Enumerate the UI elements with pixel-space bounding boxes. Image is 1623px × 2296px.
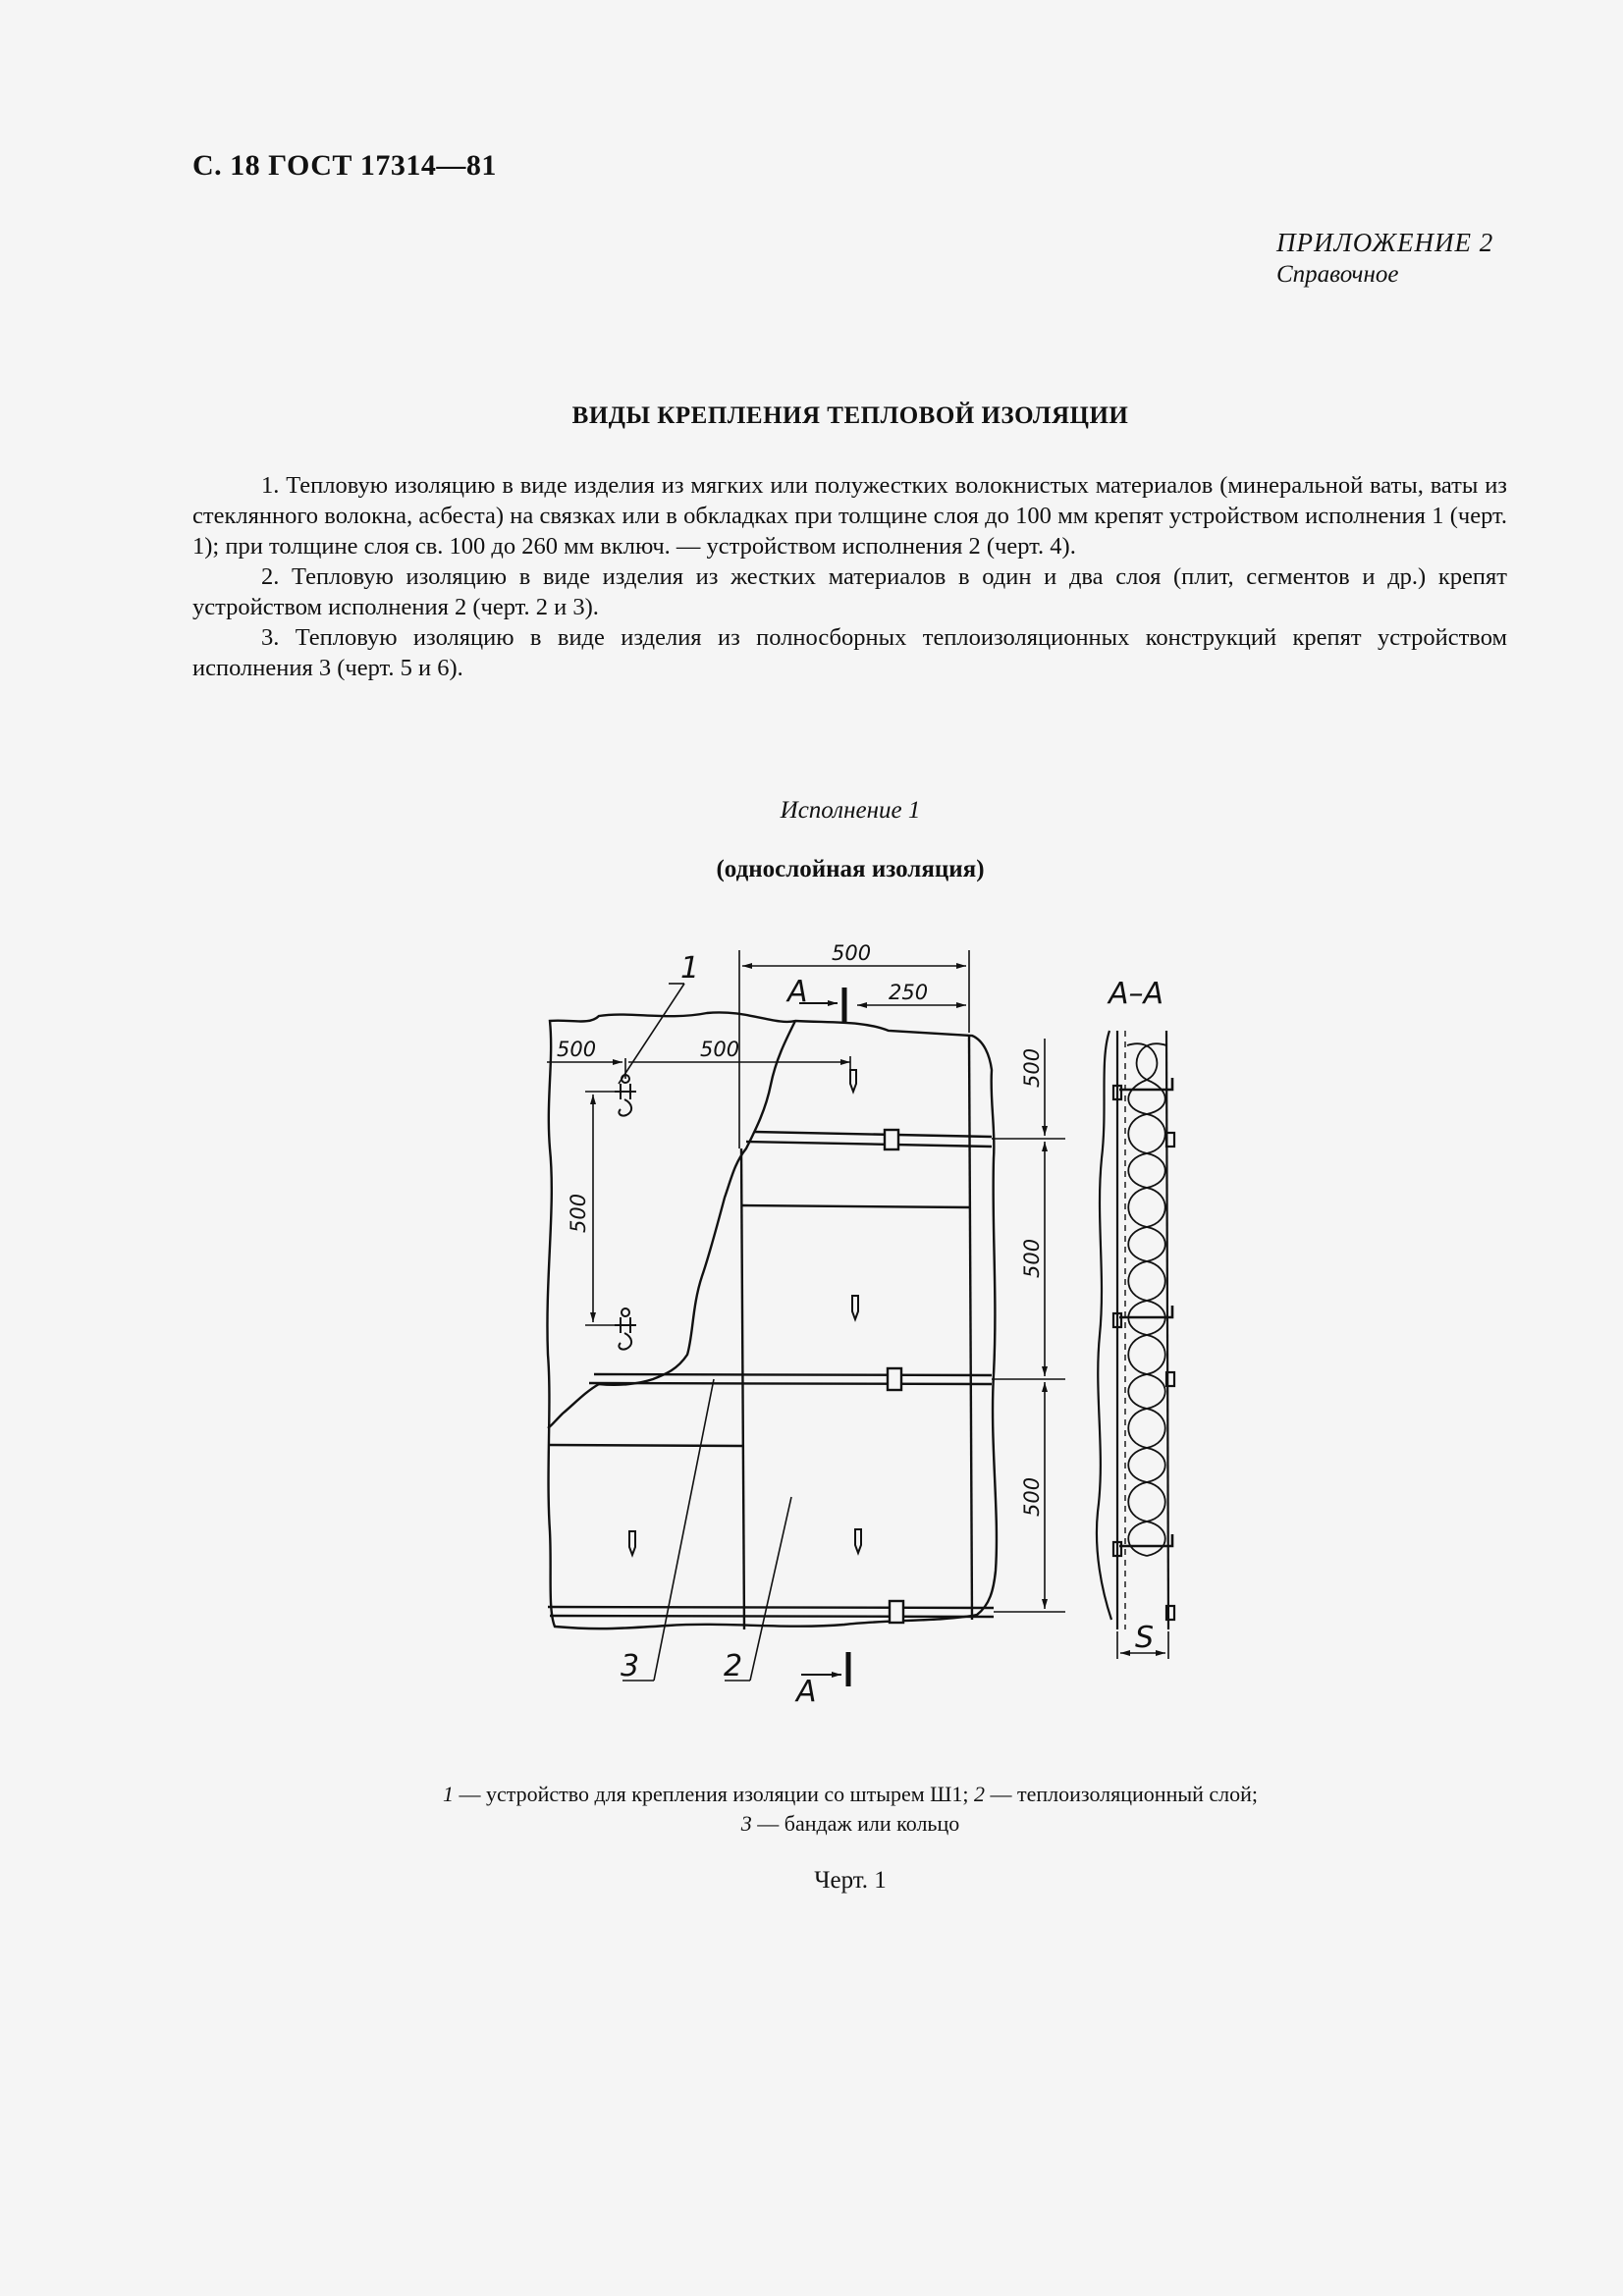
caption-line-1: [192, 1780, 1508, 1809]
outer-irregular-edge: [547, 1012, 996, 1629]
figure-number: Черт. 1: [814, 1867, 887, 1894]
bandage-rings: [885, 1130, 903, 1623]
caption-num-2: 2: [973, 1782, 985, 1806]
label-section-view: А–А: [1109, 977, 1164, 1011]
variant-title: Исполнение 1: [780, 797, 921, 824]
paragraph-1: 1. Тепловую изоляцию в виде изделия из мягких или полужестких волокнистых материалов (минеральной ваты, ваты из стеклянного волокна, асбеста) на связках или в обкладках при толщине слоя до 100 мм крепят устройством исполнения 1 (черт. 1); при толщине слоя св. 100 до 260 мм включ. — устройством исполнения 2 (черт. 4).: [192, 472, 1507, 560]
dim-top-500: 500: [832, 941, 872, 965]
caption-line-2: [192, 1809, 1508, 1839]
caption-text-1: — устройство для крепления изоляции со штырем Ш1;: [453, 1782, 974, 1806]
caption-text-2: — теплоизоляционный слой;: [984, 1782, 1259, 1806]
caption-num-3: 3: [740, 1811, 752, 1836]
caption-num-1: 1: [442, 1782, 454, 1806]
dim-top-250: 250: [889, 981, 929, 1004]
insulation-outline: [547, 1012, 996, 1629]
paragraph-3: 3. Тепловую изоляцию в виде изделия из полносборных теплоизоляционных конструкций крепят устройством исполнения 3 (черт. 5 и 6).: [192, 624, 1507, 681]
section-outer-edge: [1097, 1031, 1111, 1620]
dim-left-500-a: 500: [557, 1038, 597, 1061]
label-section-a-top: А: [787, 975, 808, 1009]
dim-left-500-b: 500: [700, 1038, 740, 1061]
caption-text-3: — бандаж или кольцо: [751, 1811, 960, 1836]
section-title: ВИДЫ КРЕПЛЕНИЯ ТЕПЛОВОЙ ИЗОЛЯЦИИ: [571, 402, 1129, 429]
insulation-grid: [548, 1036, 994, 1629]
label-item-2: 2: [724, 1649, 743, 1683]
fastening-devices: [615, 1075, 636, 1350]
label-item-1: 1: [680, 951, 700, 986]
paragraph-2: 2. Тепловую изоляцию в виде изделия из жестких материалов в один и два слоя (плит, сегментов и др.) крепят устройством исполнения 2 (черт. 2 и 3).: [192, 563, 1507, 620]
label-thickness-s: S: [1135, 1621, 1155, 1655]
appendix-title: ПРИЛОЖЕНИЕ 2: [1276, 228, 1494, 257]
figure-caption: [192, 1780, 1508, 1839]
variant-subtitle: (однослойная изоляция): [716, 856, 985, 882]
dim-right-500-a: 500: [1020, 1047, 1044, 1088]
dim-vertical-500: 500: [567, 1193, 590, 1233]
page-header: С. 18 ГОСТ 17314—81: [192, 149, 497, 182]
dim-right-500-b: 500: [1020, 1238, 1044, 1278]
label-section-a-bottom: А: [796, 1675, 817, 1709]
dim-right-500-c: 500: [1020, 1476, 1044, 1517]
appendix-subtitle: Справочное: [1276, 261, 1399, 288]
section-view-a-a: [1097, 1031, 1174, 1629]
label-item-3: 3: [621, 1649, 640, 1683]
